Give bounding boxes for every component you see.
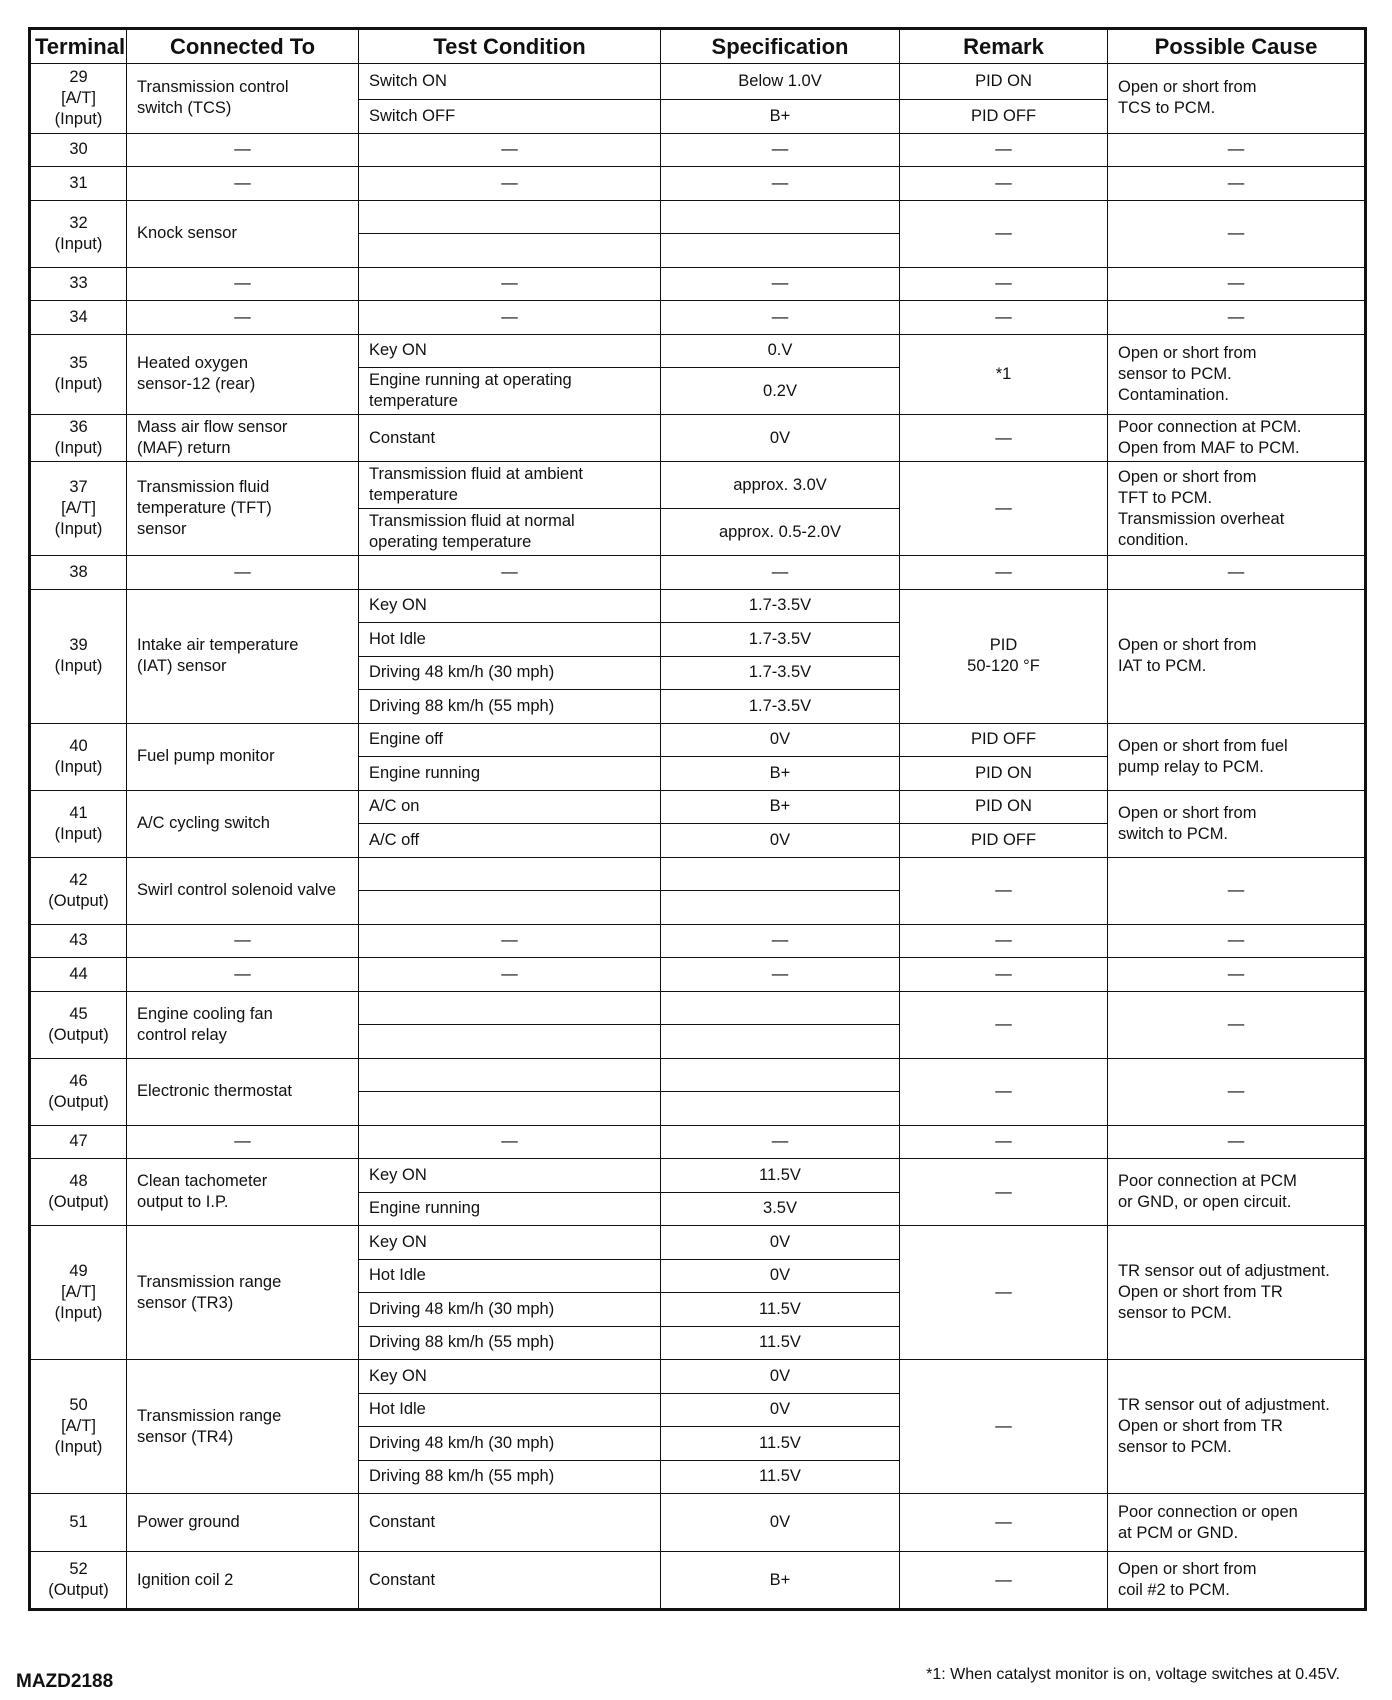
- specification-cell: [661, 991, 900, 1025]
- specification-cell: [661, 1092, 900, 1126]
- specification-cell: —: [661, 301, 900, 335]
- table-row: [30, 267, 1366, 301]
- test-condition-cell: Key ON: [359, 334, 661, 368]
- terminal-cell: 29 [A/T] (Input): [30, 64, 127, 134]
- remark-cell: —: [900, 462, 1108, 556]
- connected-to-cell: Clean tachometer output to I.P.: [127, 1159, 359, 1226]
- test-condition-cell: Transmission fluid at normal operating temperature: [359, 509, 661, 556]
- possible-cause-cell: —: [1108, 1058, 1366, 1125]
- test-condition-cell: —: [359, 958, 661, 992]
- remark-cell: —: [900, 301, 1108, 335]
- terminal-cell: 42 (Output): [30, 857, 127, 924]
- possible-cause-cell: —: [1108, 857, 1366, 924]
- header-terminal: Terminal: [30, 29, 127, 64]
- remark-cell: PID OFF: [900, 824, 1108, 858]
- possible-cause-cell: —: [1108, 556, 1366, 590]
- table-header-row: [30, 29, 1366, 64]
- possible-cause-cell: Open or short from TCS to PCM.: [1108, 64, 1366, 134]
- table-row: [30, 556, 1366, 590]
- test-condition-cell: Switch OFF: [359, 100, 661, 134]
- connected-to-cell: Transmission control switch (TCS): [127, 64, 359, 134]
- specification-cell: 11.5V: [661, 1293, 900, 1327]
- connected-to-cell: —: [127, 267, 359, 301]
- test-condition-cell: —: [359, 267, 661, 301]
- test-condition-cell: [359, 891, 661, 925]
- specification-cell: 0.V: [661, 334, 900, 368]
- header-remark: Remark: [900, 29, 1108, 64]
- test-condition-cell: Switch ON: [359, 64, 661, 100]
- remark-cell: —: [900, 1360, 1108, 1494]
- specification-cell: 0V: [661, 1393, 900, 1427]
- connected-to-cell: Swirl control solenoid valve: [127, 857, 359, 924]
- test-condition-cell: —: [359, 133, 661, 167]
- remark-cell: —: [900, 1494, 1108, 1552]
- specification-cell: B+: [661, 790, 900, 824]
- test-condition-cell: Key ON: [359, 1360, 661, 1394]
- test-condition-cell: Driving 88 km/h (55 mph): [359, 1326, 661, 1360]
- connected-to-cell: —: [127, 133, 359, 167]
- remark-cell: —: [900, 1058, 1108, 1125]
- connected-to-cell: Fuel pump monitor: [127, 723, 359, 790]
- connected-to-cell: —: [127, 167, 359, 201]
- terminal-cell: 40 (Input): [30, 723, 127, 790]
- remark-cell: —: [900, 1552, 1108, 1610]
- connected-to-cell: A/C cycling switch: [127, 790, 359, 857]
- specification-cell: 1.7-3.5V: [661, 690, 900, 724]
- specification-cell: 0V: [661, 1226, 900, 1260]
- test-condition-cell: Hot Idle: [359, 1393, 661, 1427]
- connected-to-cell: Transmission range sensor (TR3): [127, 1226, 359, 1360]
- remark-cell: PID OFF: [900, 723, 1108, 757]
- table-row: [30, 991, 1366, 1025]
- specification-cell: 11.5V: [661, 1427, 900, 1461]
- specification-cell: —: [661, 556, 900, 590]
- specification-cell: 3.5V: [661, 1192, 900, 1226]
- connected-to-cell: —: [127, 1125, 359, 1159]
- table-row: [30, 1159, 1366, 1193]
- connected-to-cell: Transmission range sensor (TR4): [127, 1360, 359, 1494]
- remark-cell: —: [900, 924, 1108, 958]
- specification-cell: —: [661, 958, 900, 992]
- table-row: [30, 200, 1366, 234]
- test-condition-cell: A/C on: [359, 790, 661, 824]
- terminal-cell: 31: [30, 167, 127, 201]
- possible-cause-cell: Open or short from coil #2 to PCM.: [1108, 1552, 1366, 1610]
- terminal-cell: 32 (Input): [30, 200, 127, 267]
- possible-cause-cell: Open or short from TFT to PCM. Transmission overheat condition.: [1108, 462, 1366, 556]
- connected-to-cell: Intake air temperature (IAT) sensor: [127, 589, 359, 723]
- table-row: [30, 1552, 1366, 1610]
- possible-cause-cell: —: [1108, 924, 1366, 958]
- table-row: [30, 958, 1366, 992]
- remark-cell: —: [900, 415, 1108, 462]
- possible-cause-cell: —: [1108, 167, 1366, 201]
- terminal-cell: 48 (Output): [30, 1159, 127, 1226]
- header-connected-to: Connected To: [127, 29, 359, 64]
- terminal-cell: 36 (Input): [30, 415, 127, 462]
- table-row: [30, 1058, 1366, 1092]
- possible-cause-cell: TR sensor out of adjustment. Open or short from TR sensor to PCM.: [1108, 1360, 1366, 1494]
- connected-to-cell: Knock sensor: [127, 200, 359, 267]
- specification-cell: —: [661, 267, 900, 301]
- table-row: [30, 1494, 1366, 1552]
- terminal-cell: 46 (Output): [30, 1058, 127, 1125]
- possible-cause-cell: —: [1108, 133, 1366, 167]
- specification-cell: 11.5V: [661, 1326, 900, 1360]
- test-condition-cell: [359, 991, 661, 1025]
- terminal-cell: 43: [30, 924, 127, 958]
- specification-cell: 0V: [661, 1259, 900, 1293]
- specification-cell: 0V: [661, 1360, 900, 1394]
- remark-cell: PID ON: [900, 790, 1108, 824]
- test-condition-cell: Constant: [359, 1552, 661, 1610]
- possible-cause-cell: Open or short from sensor to PCM. Contamination.: [1108, 334, 1366, 415]
- document-code: MAZD2188: [16, 1671, 114, 1692]
- terminal-cell: 33: [30, 267, 127, 301]
- remark-cell: PID OFF: [900, 100, 1108, 134]
- table-row: [30, 924, 1366, 958]
- table-row: [30, 1125, 1366, 1159]
- connected-to-cell: Heated oxygen sensor-12 (rear): [127, 334, 359, 415]
- possible-cause-cell: —: [1108, 301, 1366, 335]
- test-condition-cell: —: [359, 301, 661, 335]
- terminal-cell: 37 [A/T] (Input): [30, 462, 127, 556]
- specification-cell: B+: [661, 100, 900, 134]
- terminal-cell: 38: [30, 556, 127, 590]
- specification-cell: 0V: [661, 723, 900, 757]
- table-row: [30, 1226, 1366, 1260]
- remark-cell: PID 50-120 °F: [900, 589, 1108, 723]
- specification-cell: approx. 0.5-2.0V: [661, 509, 900, 556]
- test-condition-cell: Driving 88 km/h (55 mph): [359, 1460, 661, 1494]
- test-condition-cell: A/C off: [359, 824, 661, 858]
- possible-cause-cell: Open or short from switch to PCM.: [1108, 790, 1366, 857]
- test-condition-cell: Constant: [359, 415, 661, 462]
- test-condition-cell: Key ON: [359, 589, 661, 623]
- terminal-cell: 39 (Input): [30, 589, 127, 723]
- test-condition-cell: Engine off: [359, 723, 661, 757]
- test-condition-cell: [359, 1025, 661, 1059]
- test-condition-cell: Key ON: [359, 1226, 661, 1260]
- test-condition-cell: [359, 857, 661, 891]
- possible-cause-cell: Poor connection or open at PCM or GND.: [1108, 1494, 1366, 1552]
- test-condition-cell: [359, 1092, 661, 1126]
- specification-cell: 1.7-3.5V: [661, 589, 900, 623]
- possible-cause-cell: Poor connection at PCM or GND, or open circuit.: [1108, 1159, 1366, 1226]
- specification-cell: approx. 3.0V: [661, 462, 900, 509]
- terminal-spec-table: [28, 27, 1367, 1611]
- remark-cell: —: [900, 991, 1108, 1058]
- possible-cause-cell: Poor connection at PCM. Open from MAF to PCM.: [1108, 415, 1366, 462]
- specification-cell: [661, 891, 900, 925]
- table-row: [30, 167, 1366, 201]
- terminal-cell: 34: [30, 301, 127, 335]
- terminal-cell: 35 (Input): [30, 334, 127, 415]
- test-condition-cell: Engine running at operating temperature: [359, 368, 661, 415]
- connected-to-cell: —: [127, 556, 359, 590]
- specification-cell: [661, 857, 900, 891]
- header-specification: Specification: [661, 29, 900, 64]
- test-condition-cell: Engine running: [359, 757, 661, 791]
- test-condition-cell: Constant: [359, 1494, 661, 1552]
- connected-to-cell: Transmission fluid temperature (TFT) sensor: [127, 462, 359, 556]
- test-condition-cell: Hot Idle: [359, 1259, 661, 1293]
- remark-cell: *1: [900, 334, 1108, 415]
- specification-cell: 11.5V: [661, 1460, 900, 1494]
- terminal-cell: 49 [A/T] (Input): [30, 1226, 127, 1360]
- specification-cell: —: [661, 924, 900, 958]
- specification-cell: —: [661, 167, 900, 201]
- specification-cell: 11.5V: [661, 1159, 900, 1193]
- specification-cell: 0V: [661, 824, 900, 858]
- remark-cell: —: [900, 133, 1108, 167]
- terminal-cell: 45 (Output): [30, 991, 127, 1058]
- remark-cell: —: [900, 200, 1108, 267]
- terminal-cell: 50 [A/T] (Input): [30, 1360, 127, 1494]
- table-row: [30, 589, 1366, 623]
- terminal-cell: 47: [30, 1125, 127, 1159]
- table-row: [30, 133, 1366, 167]
- connected-to-cell: Engine cooling fan control relay: [127, 991, 359, 1058]
- specification-cell: B+: [661, 757, 900, 791]
- table-row: [30, 64, 1366, 100]
- specification-cell: [661, 1058, 900, 1092]
- possible-cause-cell: —: [1108, 991, 1366, 1058]
- connected-to-cell: —: [127, 924, 359, 958]
- specification-cell: [661, 1025, 900, 1059]
- terminal-cell: 44: [30, 958, 127, 992]
- specification-cell: [661, 234, 900, 268]
- remark-cell: —: [900, 556, 1108, 590]
- table-row: [30, 334, 1366, 368]
- specification-cell: —: [661, 133, 900, 167]
- connected-to-cell: Power ground: [127, 1494, 359, 1552]
- test-condition-cell: Driving 48 km/h (30 mph): [359, 1293, 661, 1327]
- specification-cell: Below 1.0V: [661, 64, 900, 100]
- possible-cause-cell: TR sensor out of adjustment. Open or short from TR sensor to PCM.: [1108, 1226, 1366, 1360]
- test-condition-cell: Engine running: [359, 1192, 661, 1226]
- table-row: [30, 1360, 1366, 1394]
- possible-cause-cell: —: [1108, 958, 1366, 992]
- test-condition-cell: [359, 1058, 661, 1092]
- specification-cell: 1.7-3.5V: [661, 656, 900, 690]
- connected-to-cell: —: [127, 958, 359, 992]
- terminal-cell: 52 (Output): [30, 1552, 127, 1610]
- remark-cell: PID ON: [900, 757, 1108, 791]
- possible-cause-cell: —: [1108, 267, 1366, 301]
- test-condition-cell: Driving 88 km/h (55 mph): [359, 690, 661, 724]
- connected-to-cell: —: [127, 301, 359, 335]
- remark-cell: —: [900, 958, 1108, 992]
- table-row: [30, 301, 1366, 335]
- terminal-cell: 51: [30, 1494, 127, 1552]
- specification-cell: 0.2V: [661, 368, 900, 415]
- test-condition-cell: Hot Idle: [359, 623, 661, 657]
- test-condition-cell: —: [359, 556, 661, 590]
- test-condition-cell: —: [359, 1125, 661, 1159]
- remark-cell: PID ON: [900, 64, 1108, 100]
- test-condition-cell: Transmission fluid at ambient temperature: [359, 462, 661, 509]
- test-condition-cell: [359, 200, 661, 234]
- test-condition-cell: Key ON: [359, 1159, 661, 1193]
- terminal-cell: 41 (Input): [30, 790, 127, 857]
- possible-cause-cell: Open or short from fuel pump relay to PCM.: [1108, 723, 1366, 790]
- table-row: [30, 723, 1366, 757]
- specification-cell: 0V: [661, 1494, 900, 1552]
- test-condition-cell: Driving 48 km/h (30 mph): [359, 656, 661, 690]
- specification-cell: [661, 200, 900, 234]
- test-condition-cell: —: [359, 924, 661, 958]
- remark-cell: —: [900, 1226, 1108, 1360]
- remark-cell: —: [900, 1125, 1108, 1159]
- remark-cell: —: [900, 1159, 1108, 1226]
- test-condition-cell: Driving 48 km/h (30 mph): [359, 1427, 661, 1461]
- connected-to-cell: Electronic thermostat: [127, 1058, 359, 1125]
- remark-cell: —: [900, 167, 1108, 201]
- header-possible-cause: Possible Cause: [1108, 29, 1366, 64]
- test-condition-cell: [359, 234, 661, 268]
- connected-to-cell: Ignition coil 2: [127, 1552, 359, 1610]
- remark-cell: —: [900, 857, 1108, 924]
- table-body: [30, 64, 1366, 1610]
- possible-cause-cell: —: [1108, 1125, 1366, 1159]
- table-row: [30, 462, 1366, 509]
- table-row: [30, 857, 1366, 891]
- specification-cell: 0V: [661, 415, 900, 462]
- remark-cell: —: [900, 267, 1108, 301]
- footnote: *1: When catalyst monitor is on, voltage switches at 0.45V.: [926, 1666, 1340, 1683]
- specification-cell: —: [661, 1125, 900, 1159]
- connected-to-cell: Mass air flow sensor (MAF) return: [127, 415, 359, 462]
- possible-cause-cell: Open or short from IAT to PCM.: [1108, 589, 1366, 723]
- terminal-cell: 30: [30, 133, 127, 167]
- test-condition-cell: —: [359, 167, 661, 201]
- table-row: [30, 790, 1366, 824]
- possible-cause-cell: —: [1108, 200, 1366, 267]
- specification-cell: 1.7-3.5V: [661, 623, 900, 657]
- table-row: [30, 415, 1366, 462]
- header-test-condition: Test Condition: [359, 29, 661, 64]
- specification-cell: B+: [661, 1552, 900, 1610]
